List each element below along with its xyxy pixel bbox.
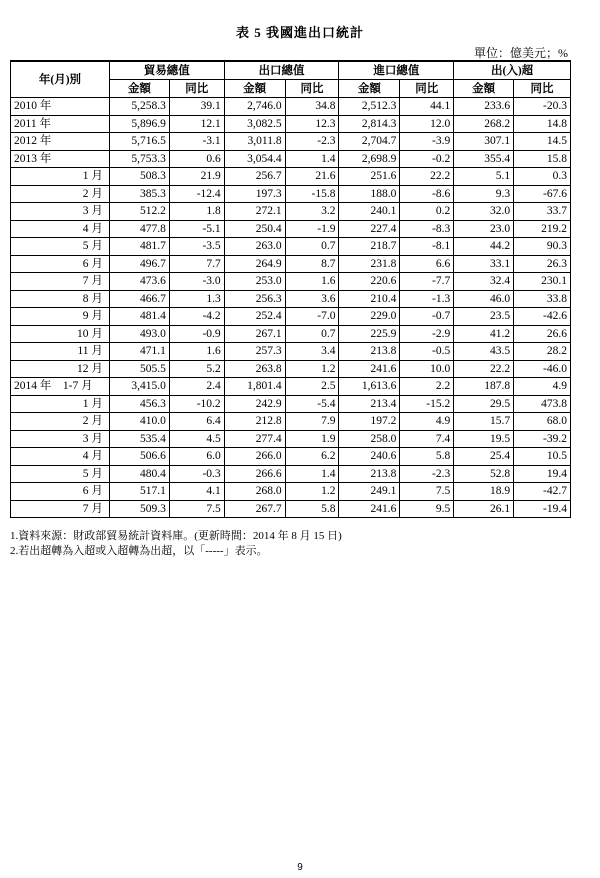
yoy-cell: 15.8 (514, 150, 571, 168)
amount-cell: 3,011.8 (224, 133, 285, 151)
table-row (11, 430, 571, 448)
amount-cell: 266.6 (224, 465, 285, 483)
yoy-cell: 14.8 (514, 115, 571, 133)
yoy-cell: -2.3 (285, 133, 339, 151)
period-header: 年(月)別 (11, 61, 110, 98)
row-label: 5 月 (11, 465, 110, 483)
amount-cell: 266.0 (224, 448, 285, 466)
yoy-cell: 1.3 (169, 290, 224, 308)
amount-cell: 22.2 (454, 360, 514, 378)
amount-cell: 253.0 (224, 273, 285, 291)
amount-cell: 385.3 (109, 185, 169, 203)
yoy-cell: 12.0 (400, 115, 454, 133)
table-row (11, 308, 571, 326)
yoy-cell: 22.2 (400, 168, 454, 186)
yoy-cell: 21.9 (169, 168, 224, 186)
yoy-cell: -1.3 (400, 290, 454, 308)
row-label: 7 月 (11, 273, 110, 291)
amount-cell: 277.4 (224, 430, 285, 448)
table-body (11, 98, 571, 518)
amount-cell: 493.0 (109, 325, 169, 343)
amount-cell: 213.8 (339, 343, 400, 361)
amount-cell: 225.9 (339, 325, 400, 343)
amount-cell: 242.9 (224, 395, 285, 413)
amount-cell: 5,258.3 (109, 98, 169, 116)
row-label: 6 月 (11, 483, 110, 501)
amount-cell: 268.0 (224, 483, 285, 501)
yoy-cell: 39.1 (169, 98, 224, 116)
yoy-cell: 34.8 (285, 98, 339, 116)
trade-balance-header: 出(入)超 (454, 61, 571, 80)
amount-cell: 512.2 (109, 203, 169, 221)
row-label: 2011 年 (11, 115, 110, 133)
table-row (11, 98, 571, 116)
amount-cell: 218.7 (339, 238, 400, 256)
yoy-cell: -2.3 (400, 465, 454, 483)
table-row (11, 168, 571, 186)
table-row (11, 133, 571, 151)
yoy-cell: -7.7 (400, 273, 454, 291)
amount-cell: 1,613.6 (339, 378, 400, 396)
amount-cell: 5,716.5 (109, 133, 169, 151)
row-label: 4 月 (11, 220, 110, 238)
yoy-cell: 7.9 (285, 413, 339, 431)
yoy-cell: 28.2 (514, 343, 571, 361)
yoy-header: 同比 (400, 80, 454, 98)
amount-cell: 268.2 (454, 115, 514, 133)
amount-cell: 508.3 (109, 168, 169, 186)
yoy-cell: 1.2 (285, 360, 339, 378)
table-row (11, 290, 571, 308)
amount-cell: 2,814.3 (339, 115, 400, 133)
total-trade-header: 貿易總值 (109, 61, 224, 80)
amount-cell: 258.0 (339, 430, 400, 448)
amount-cell: 197.3 (224, 185, 285, 203)
yoy-cell: 1.4 (285, 465, 339, 483)
amount-cell: 241.6 (339, 500, 400, 518)
amount-cell: 9.3 (454, 185, 514, 203)
table-row (11, 273, 571, 291)
yoy-cell: 19.4 (514, 465, 571, 483)
yoy-cell: -39.2 (514, 430, 571, 448)
amount-cell: 213.4 (339, 395, 400, 413)
yoy-cell: 68.0 (514, 413, 571, 431)
yoy-cell: -3.9 (400, 133, 454, 151)
table-row (11, 203, 571, 221)
yoy-cell: -0.7 (400, 308, 454, 326)
amount-header: 金額 (454, 80, 514, 98)
row-label: 2 月 (11, 413, 110, 431)
row-label: 11 月 (11, 343, 110, 361)
amount-cell: 240.6 (339, 448, 400, 466)
yoy-cell: 0.6 (169, 150, 224, 168)
table-row (11, 413, 571, 431)
amount-cell: 210.4 (339, 290, 400, 308)
amount-cell: 256.3 (224, 290, 285, 308)
row-label: 8 月 (11, 290, 110, 308)
yoy-cell: 26.6 (514, 325, 571, 343)
amount-cell: 466.7 (109, 290, 169, 308)
page-number: 9 (297, 862, 303, 873)
yoy-cell: 4.9 (400, 413, 454, 431)
amount-cell: 227.4 (339, 220, 400, 238)
yoy-cell: 1.4 (285, 150, 339, 168)
yoy-cell: 14.5 (514, 133, 571, 151)
yoy-cell: -3.0 (169, 273, 224, 291)
row-label: 7 月 (11, 500, 110, 518)
amount-cell: 212.8 (224, 413, 285, 431)
amount-cell: 410.0 (109, 413, 169, 431)
table-row (11, 483, 571, 501)
amount-cell: 2,698.9 (339, 150, 400, 168)
amount-cell: 3,054.4 (224, 150, 285, 168)
yoy-header: 同比 (169, 80, 224, 98)
yoy-cell: -5.4 (285, 395, 339, 413)
row-label: 2014 年 1-7 月 (11, 378, 110, 396)
amount-cell: 187.8 (454, 378, 514, 396)
amount-cell: 240.1 (339, 203, 400, 221)
table-row (11, 238, 571, 256)
yoy-cell: 2.2 (400, 378, 454, 396)
amount-cell: 3,082.5 (224, 115, 285, 133)
amount-cell: 473.6 (109, 273, 169, 291)
yoy-cell: 0.2 (400, 203, 454, 221)
amount-cell: 517.1 (109, 483, 169, 501)
yoy-cell: -8.3 (400, 220, 454, 238)
row-label: 3 月 (11, 430, 110, 448)
yoy-cell: 12.3 (285, 115, 339, 133)
amount-cell: 5,896.9 (109, 115, 169, 133)
yoy-cell: 0.3 (514, 168, 571, 186)
amount-cell: 251.6 (339, 168, 400, 186)
amount-cell: 456.3 (109, 395, 169, 413)
table-row (11, 500, 571, 518)
amount-cell: 267.7 (224, 500, 285, 518)
table-row (11, 185, 571, 203)
amount-cell: 23.5 (454, 308, 514, 326)
table-row (11, 220, 571, 238)
footnote-sign-rule: 2.若出超轉為入超或入超轉為出超，以「-----」表示。 (10, 545, 268, 557)
table-row (11, 395, 571, 413)
amount-cell: 505.5 (109, 360, 169, 378)
yoy-cell: 219.2 (514, 220, 571, 238)
amount-cell: 29.5 (454, 395, 514, 413)
yoy-cell: -0.2 (400, 150, 454, 168)
amount-cell: 33.1 (454, 255, 514, 273)
yoy-cell: -2.9 (400, 325, 454, 343)
amount-cell: 250.4 (224, 220, 285, 238)
yoy-cell: -5.1 (169, 220, 224, 238)
yoy-cell: 2.5 (285, 378, 339, 396)
yoy-cell: 33.8 (514, 290, 571, 308)
yoy-cell: 1.6 (285, 273, 339, 291)
amount-cell: 25.4 (454, 448, 514, 466)
yoy-cell: 7.5 (400, 483, 454, 501)
table-row (11, 343, 571, 361)
amount-cell: 43.5 (454, 343, 514, 361)
row-label: 5 月 (11, 238, 110, 256)
yoy-cell: -0.9 (169, 325, 224, 343)
amount-cell: 23.0 (454, 220, 514, 238)
amount-cell: 44.2 (454, 238, 514, 256)
amount-cell: 257.3 (224, 343, 285, 361)
amount-cell: 32.0 (454, 203, 514, 221)
amount-cell: 477.8 (109, 220, 169, 238)
table-row (11, 448, 571, 466)
yoy-cell: -19.4 (514, 500, 571, 518)
amount-cell: 197.2 (339, 413, 400, 431)
row-label: 1 月 (11, 168, 110, 186)
amount-cell: 481.4 (109, 308, 169, 326)
amount-header: 金額 (224, 80, 285, 98)
amount-cell: 471.1 (109, 343, 169, 361)
amount-cell: 233.6 (454, 98, 514, 116)
yoy-cell: 10.5 (514, 448, 571, 466)
yoy-cell: 1.6 (169, 343, 224, 361)
amount-cell: 252.4 (224, 308, 285, 326)
footnotes (10, 529, 342, 559)
amount-cell: 188.0 (339, 185, 400, 203)
row-label: 12 月 (11, 360, 110, 378)
imports-header: 進口總值 (339, 61, 454, 80)
amount-cell: 5.1 (454, 168, 514, 186)
yoy-header: 同比 (285, 80, 339, 98)
yoy-cell: 3.2 (285, 203, 339, 221)
yoy-cell: 9.5 (400, 500, 454, 518)
amount-cell: 46.0 (454, 290, 514, 308)
yoy-cell: 1.9 (285, 430, 339, 448)
amount-cell: 509.3 (109, 500, 169, 518)
yoy-cell: 3.6 (285, 290, 339, 308)
yoy-cell: 4.5 (169, 430, 224, 448)
amount-cell: 229.0 (339, 308, 400, 326)
table-row (11, 325, 571, 343)
yoy-cell: -12.4 (169, 185, 224, 203)
amount-cell: 15.7 (454, 413, 514, 431)
amount-cell: 2,746.0 (224, 98, 285, 116)
row-label: 10 月 (11, 325, 110, 343)
yoy-cell: 5.8 (400, 448, 454, 466)
amount-cell: 231.8 (339, 255, 400, 273)
table-row (11, 150, 571, 168)
table-title: 表 5 我國進出口統計 (235, 25, 364, 40)
yoy-cell: 10.0 (400, 360, 454, 378)
amount-cell: 307.1 (454, 133, 514, 151)
amount-cell: 2,704.7 (339, 133, 400, 151)
yoy-header: 同比 (514, 80, 571, 98)
amount-cell: 26.1 (454, 500, 514, 518)
amount-cell: 264.9 (224, 255, 285, 273)
yoy-cell: 3.4 (285, 343, 339, 361)
trade-statistics-table (10, 60, 571, 518)
amount-cell: 480.4 (109, 465, 169, 483)
unit-label: 單位：億美元；% (474, 46, 568, 60)
yoy-cell: -8.1 (400, 238, 454, 256)
yoy-cell: -42.6 (514, 308, 571, 326)
yoy-cell: -0.5 (400, 343, 454, 361)
amount-cell: 2,512.3 (339, 98, 400, 116)
table-row (11, 360, 571, 378)
amount-header: 金額 (109, 80, 169, 98)
yoy-cell: 230.1 (514, 273, 571, 291)
row-label: 9 月 (11, 308, 110, 326)
yoy-cell: 1.8 (169, 203, 224, 221)
table-row (11, 255, 571, 273)
row-label: 6 月 (11, 255, 110, 273)
amount-cell: 481.7 (109, 238, 169, 256)
yoy-cell: -15.8 (285, 185, 339, 203)
amount-cell: 213.8 (339, 465, 400, 483)
yoy-cell: 44.1 (400, 98, 454, 116)
yoy-cell: -20.3 (514, 98, 571, 116)
yoy-cell: 26.3 (514, 255, 571, 273)
table-row (11, 378, 571, 396)
amount-cell: 1,801.4 (224, 378, 285, 396)
amount-cell: 52.8 (454, 465, 514, 483)
yoy-cell: 7.7 (169, 255, 224, 273)
amount-cell: 3,415.0 (109, 378, 169, 396)
row-label: 4 月 (11, 448, 110, 466)
yoy-cell: -10.2 (169, 395, 224, 413)
row-label: 3 月 (11, 203, 110, 221)
yoy-cell: -46.0 (514, 360, 571, 378)
yoy-cell: 4.1 (169, 483, 224, 501)
amount-cell: 18.9 (454, 483, 514, 501)
yoy-cell: 6.2 (285, 448, 339, 466)
yoy-cell: 7.5 (169, 500, 224, 518)
amount-cell: 41.2 (454, 325, 514, 343)
yoy-cell: 21.6 (285, 168, 339, 186)
amount-cell: 496.7 (109, 255, 169, 273)
yoy-cell: 12.1 (169, 115, 224, 133)
yoy-cell: -67.6 (514, 185, 571, 203)
amount-cell: 267.1 (224, 325, 285, 343)
table-row (11, 465, 571, 483)
yoy-cell: 6.0 (169, 448, 224, 466)
row-label: 2013 年 (11, 150, 110, 168)
row-label: 2 月 (11, 185, 110, 203)
yoy-cell: -0.3 (169, 465, 224, 483)
yoy-cell: -3.5 (169, 238, 224, 256)
yoy-cell: 8.7 (285, 255, 339, 273)
footnote-source: 1.資料來源：財政部貿易統計資料庫。(更新時間：2014 年 8 月 15 日) (10, 530, 342, 542)
yoy-cell: 33.7 (514, 203, 571, 221)
amount-cell: 241.6 (339, 360, 400, 378)
yoy-cell: 6.4 (169, 413, 224, 431)
yoy-cell: 90.3 (514, 238, 571, 256)
amount-cell: 19.5 (454, 430, 514, 448)
yoy-cell: -42.7 (514, 483, 571, 501)
yoy-cell: 7.4 (400, 430, 454, 448)
amount-cell: 263.8 (224, 360, 285, 378)
yoy-cell: 2.4 (169, 378, 224, 396)
yoy-cell: -8.6 (400, 185, 454, 203)
yoy-cell: 473.8 (514, 395, 571, 413)
yoy-cell: 6.6 (400, 255, 454, 273)
yoy-cell: -15.2 (400, 395, 454, 413)
yoy-cell: -7.0 (285, 308, 339, 326)
amount-cell: 263.0 (224, 238, 285, 256)
yoy-cell: 4.9 (514, 378, 571, 396)
amount-cell: 272.1 (224, 203, 285, 221)
row-label: 1 月 (11, 395, 110, 413)
table-row (11, 115, 571, 133)
yoy-cell: 0.7 (285, 238, 339, 256)
yoy-cell: -3.1 (169, 133, 224, 151)
amount-cell: 220.6 (339, 273, 400, 291)
yoy-cell: -4.2 (169, 308, 224, 326)
yoy-cell: 5.2 (169, 360, 224, 378)
amount-cell: 5,753.3 (109, 150, 169, 168)
exports-header: 出口總值 (224, 61, 339, 80)
row-label: 2010 年 (11, 98, 110, 116)
yoy-cell: 1.2 (285, 483, 339, 501)
amount-header: 金額 (339, 80, 400, 98)
yoy-cell: 0.7 (285, 325, 339, 343)
amount-cell: 256.7 (224, 168, 285, 186)
yoy-cell: 5.8 (285, 500, 339, 518)
amount-cell: 32.4 (454, 273, 514, 291)
yoy-cell: -1.9 (285, 220, 339, 238)
row-label: 2012 年 (11, 133, 110, 151)
amount-cell: 249.1 (339, 483, 400, 501)
amount-cell: 535.4 (109, 430, 169, 448)
amount-cell: 506.6 (109, 448, 169, 466)
amount-cell: 355.4 (454, 150, 514, 168)
